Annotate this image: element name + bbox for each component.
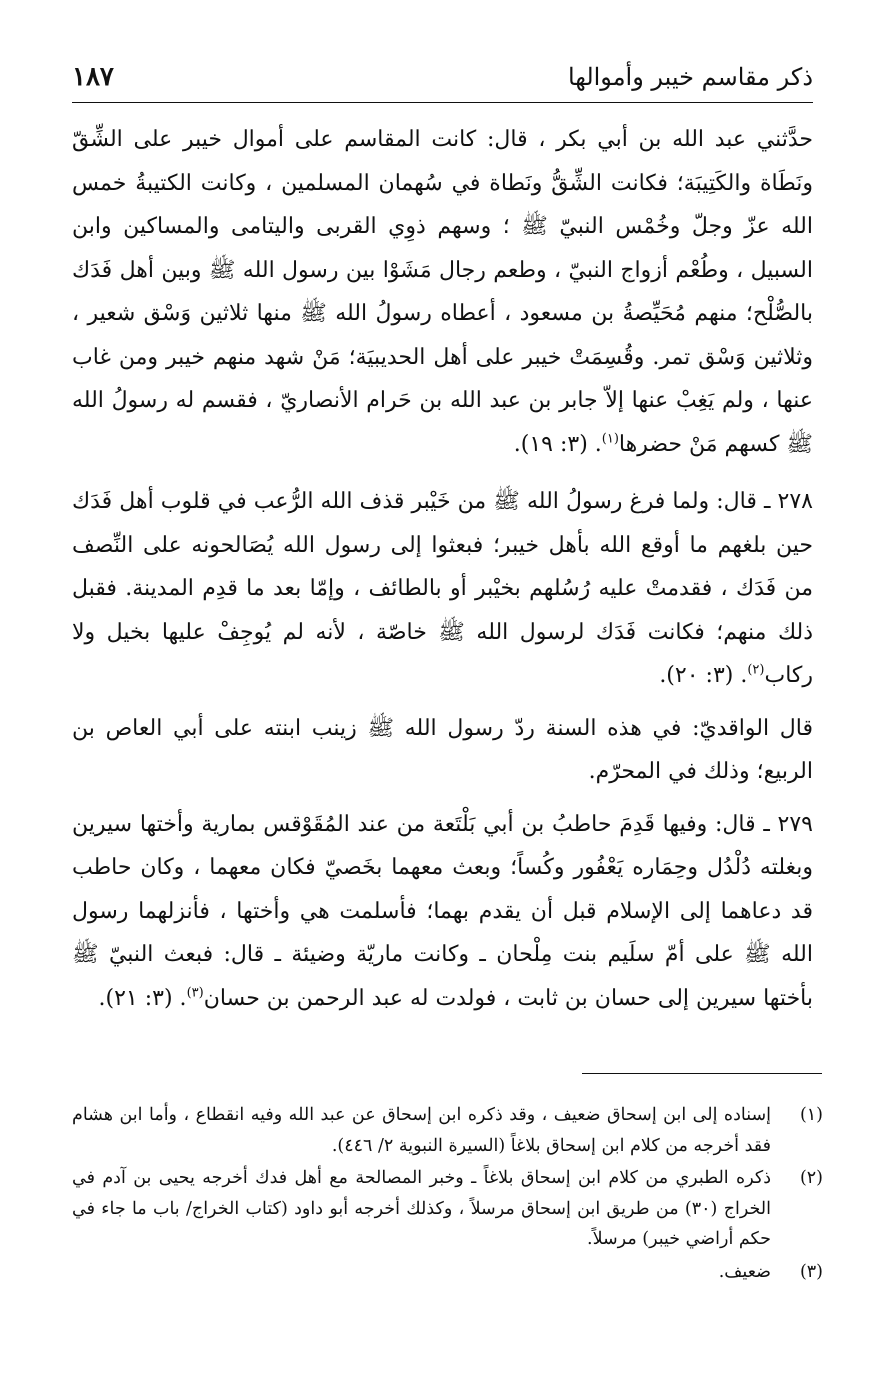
source-reference: . (٣: ٢٠). <box>659 663 748 688</box>
footnote-number: (٣) <box>799 1261 823 1282</box>
footnote-separator <box>582 1073 822 1074</box>
footnote-marker[interactable]: (٣) <box>186 985 204 1001</box>
footnote-number: (١) <box>799 1105 823 1125</box>
footnote <box>72 1257 823 1288</box>
paragraph-text: قال الواقديّ: في هذه السنة ردّ رسول الله ﷺ زينب ابنته على أبي العاص بن الربيع؛ وذلك في المحرّم. <box>72 715 813 784</box>
paragraph-text: ٢٧٨ ـ قال: ولما فرغ رسولُ الله ﷺ من خَيْبر قذف الله الرُّعب في قلوب أهل فَدَك حين بلغهم ما أوقع الله بأهل خيبر؛ فبعثوا إلى رسول الله يُصَالحونه على النِّصف من فَدَك ، فقدمتْ عليه رُسُلهم بخيْبر أو بالطائف ، وإمّا بعد ما قدِم المدينة. فقبل ذلك منهم؛ فكانت فَدَك لرسول الله ﷺ خاصّة ، لأنه لم يُوجِفْ عليها بخيل ولا ركاب <box>72 489 813 688</box>
footnote-text: ضعيف. <box>718 1261 771 1282</box>
footnote-text: إسناده إلى ابن إسحاق ضعيف ، وقد ذكره ابن إسحاق عن عبد الله وفيه انقطاع ، وأما ابن هشام فقد أخرجه من كلام ابن إسحاق بلاغاً (السيرة النبوية ٢/ ٤٤٦). <box>72 1105 771 1156</box>
page-number: ١٨٧ <box>72 62 114 92</box>
paragraph <box>72 480 813 698</box>
header-rule <box>72 102 813 103</box>
source-reference: . (٣: ٢١). <box>98 985 187 1011</box>
footnote-text: ذكره الطبري من كلام ابن إسحاق بلاغاً ـ وخبر المصالحة مع أهل فدك أخرجه يحيى بن آدم في الخراج (٣٠) من طريق ابن إسحاق مرسلاً ، وكذلك أخرجه أبو داود (كتاب الخراج/ باب ما جاء في حكم أراضي خيبر) مرسلاً. <box>72 1168 772 1249</box>
paragraph-text: حدَّثني عبد الله بن أبي بكر ، قال: كانت المقاسم على أموال خيبر على الشِّقّ ونَطَاة والكَتِيبَة؛ فكانت الشِّقُّ ونَطاة في سُهمان المسلمين ، وكانت الكتيبةُ خمس الله عزّ وجلّ وخُمْس النبيّ ﷺ ؛ وسهم ذوِي القربى واليتامى والمساكين وابن السبيل ، وطُعْم أزواج النبيّ ، وطعم رجال مَشَوْا بين رسول الله ﷺ وبين أهل فَدَك بالصُّلْح؛ منهم مُحَيِّصةُ بن مسعود ، أعطاه رسولُ الله ﷺ منها ثلاثين وَسْق شعير ، وثلاثين وَسْق تمر. وقُسِمَتْ خيبر على أهل الحديبيَة؛ مَنْ شهد منهم خيبر ومن غاب عنها ، ولم يَغِبْ عنها إلاّ جابر بن عبد الله بن حَرام الأنصاريّ ، فقسم له رسولُ الله ﷺ كسهم مَنْ حضرها <box>72 127 813 457</box>
footnote-marker[interactable]: (٢) <box>747 662 765 678</box>
footnotes <box>72 1100 823 1289</box>
paragraph-text: ٢٧٩ ـ قال: وفيها قَدِمَ حاطبُ بن أبي بَلْتَعة من عند المُقَوْقس بمارية وأختها سيرين وبغلته دُلْدُل وحِمَاره يَعْفُور وكُساً؛ وبعث معهما بخَصيّ فكان معهما ، وكان حاطب قد دعاهما إلى الإسلام قبل أن يقدم بهما؛ فأسلمت هي وأختها ، فأنزلهما رسول الله ﷺ على أمّ سلَيم بنت مِلْحان ـ وكانت ماريّة وضيئة ـ قال: فبعث النبيّ ﷺ بأختها سيرين إلى حسان بن ثابت ، فولدت له عبد الرحمن بن حسان <box>72 811 813 1011</box>
paragraph <box>72 803 813 1021</box>
main-text <box>72 118 813 1029</box>
footnote <box>72 1163 823 1255</box>
paragraph <box>72 118 813 466</box>
paragraph <box>72 707 813 794</box>
running-header <box>72 58 813 98</box>
footnote-marker[interactable]: (١) <box>601 431 619 447</box>
footnote <box>72 1100 823 1161</box>
source-reference: . (٣: ١٩). <box>513 431 602 457</box>
footnote-number: (٢) <box>799 1168 823 1188</box>
chapter-title: ذكر مقاسم خيبر وأموالها <box>567 63 813 91</box>
